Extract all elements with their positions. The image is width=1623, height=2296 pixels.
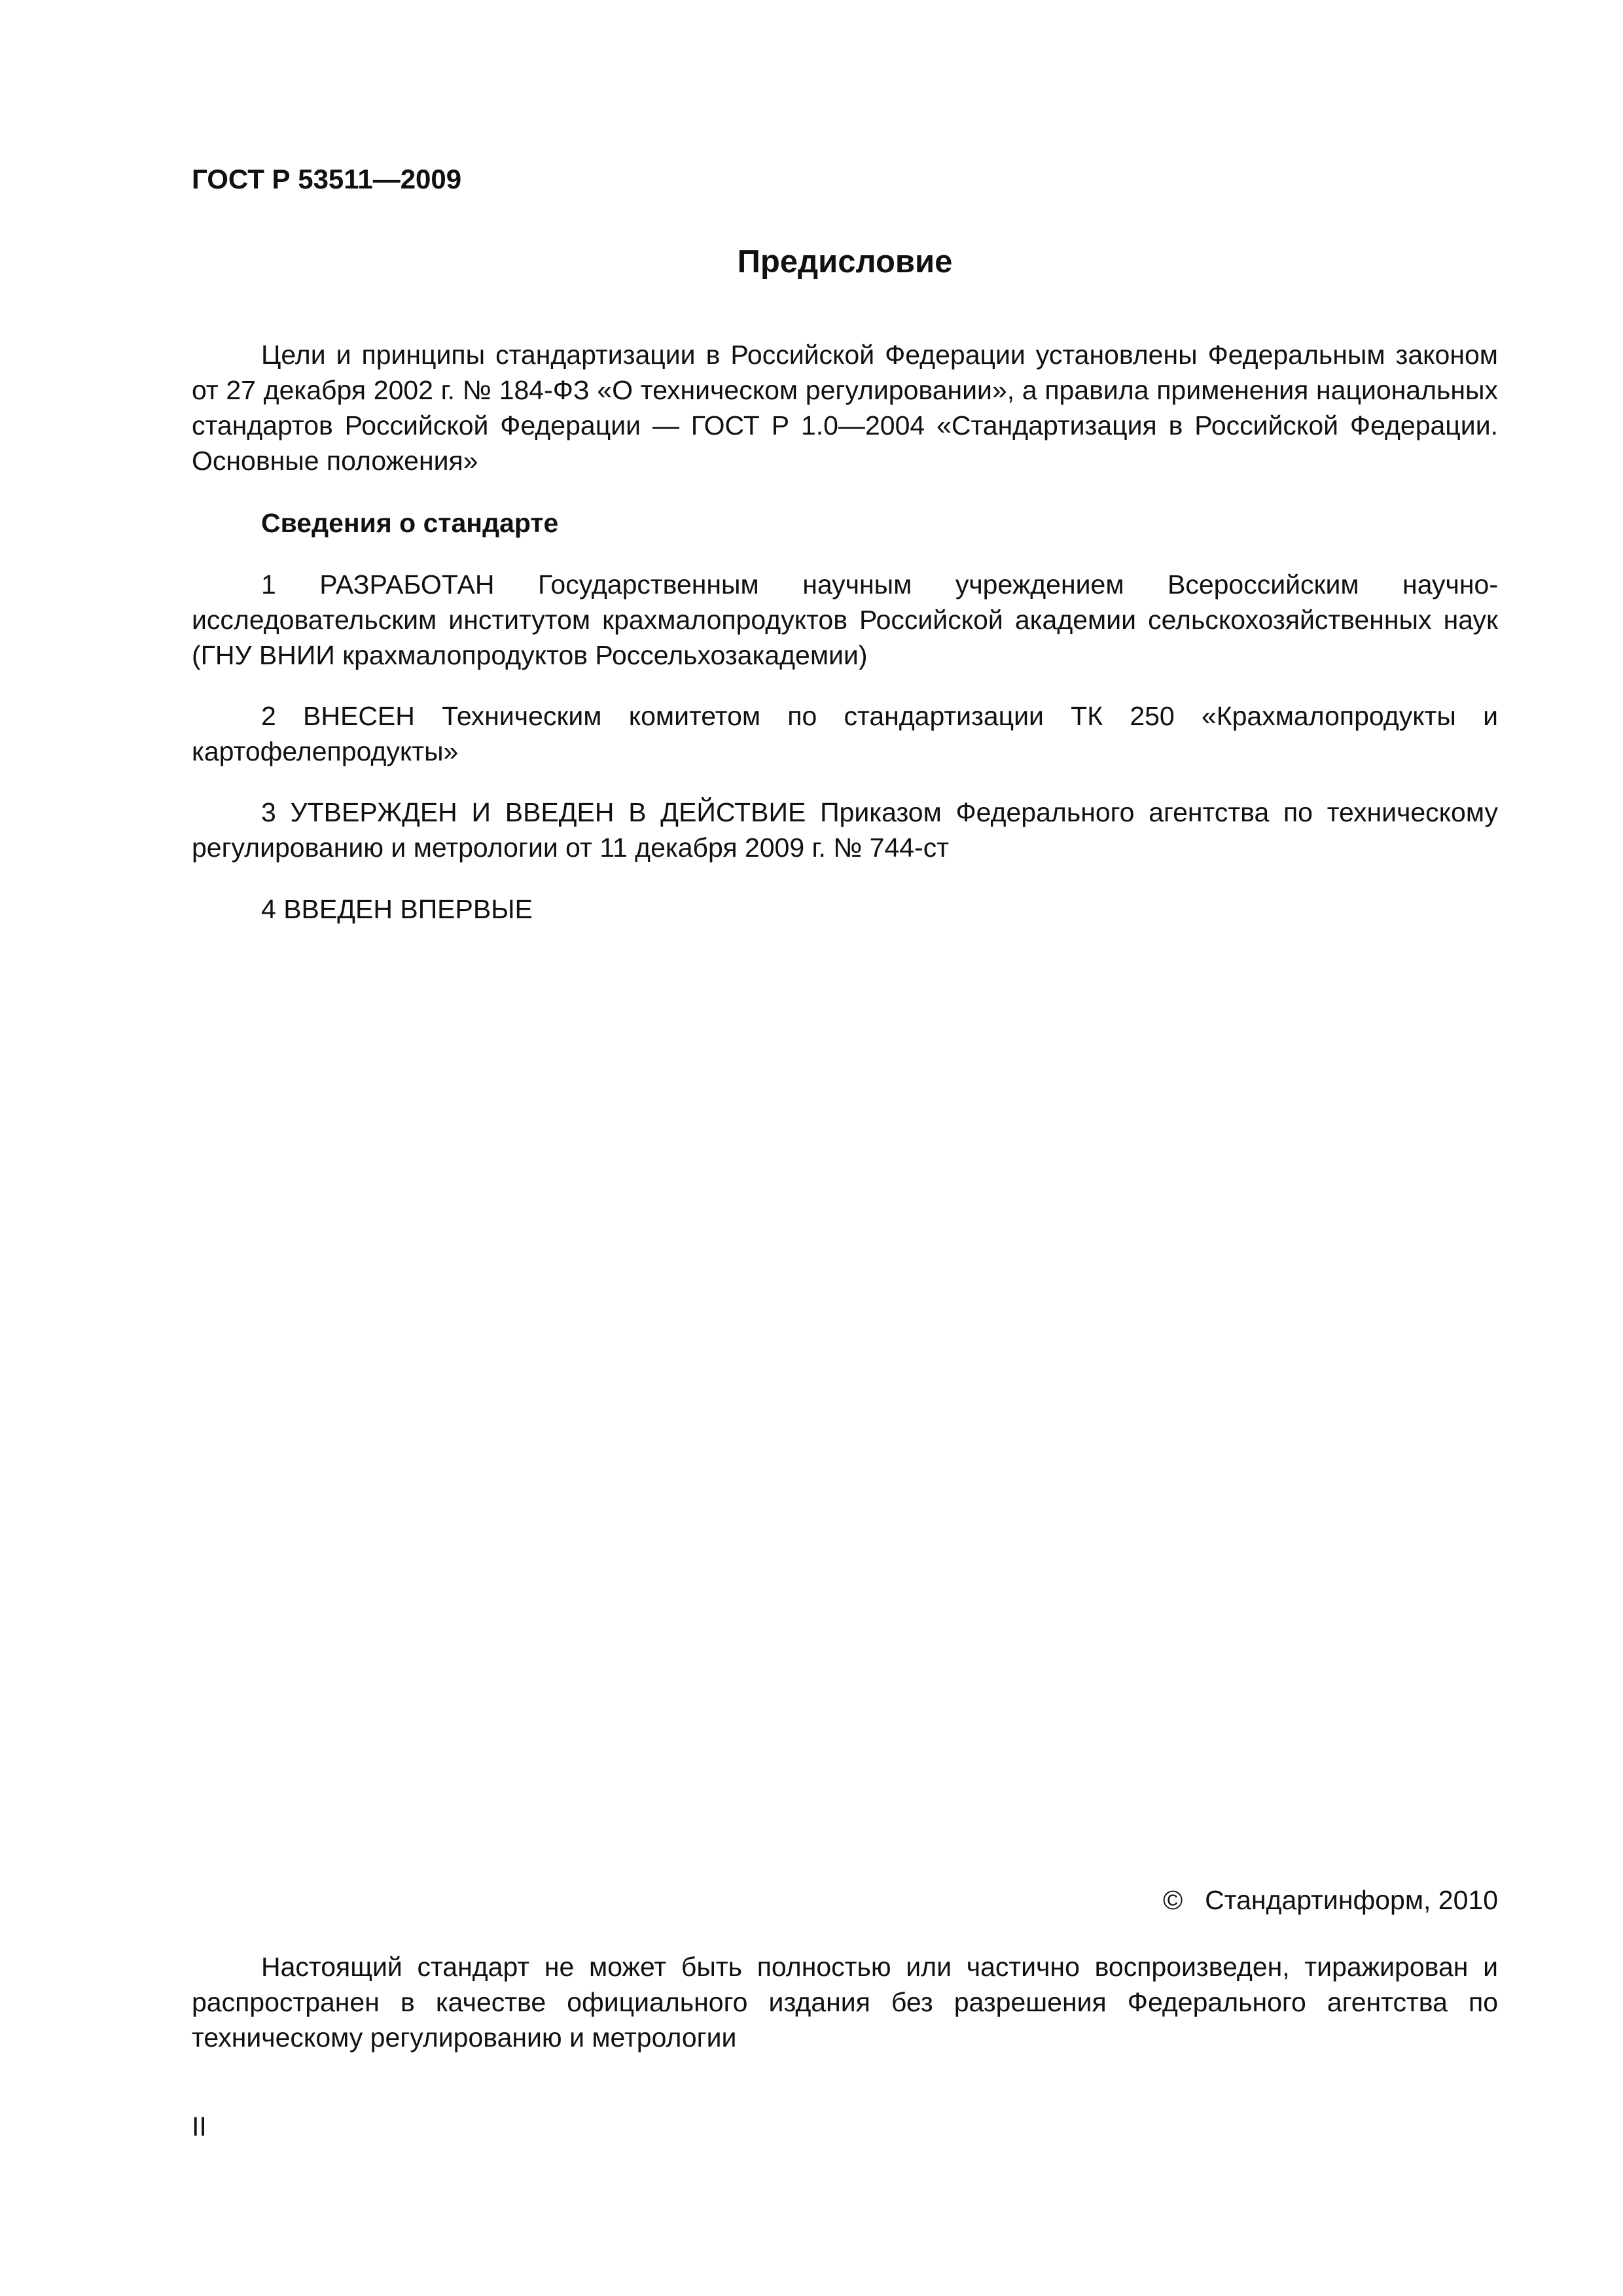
copyright-text: Стандартинформ, 2010 [1205, 1885, 1498, 1915]
standard-info-heading: Сведения о стандарте [261, 508, 559, 538]
copyright-line [1163, 1882, 1498, 1918]
copyright-icon: © [1162, 1885, 1183, 1915]
info-item-3: 3 УТВЕРЖДЕН И ВВЕДЕН В ДЕЙСТВИЕ Приказом Федерального агентства по техническому регулированию и метрологии от 11 декабря 2009 г. № 744-ст [192, 797, 1498, 863]
document-code: ГОСТ Р 53511—2009 [192, 164, 462, 194]
info-item-1: 1 РАЗРАБОТАН Государственным научным учреждением Всероссийским научно-исследовательским институтом крахмалопродуктов Российской академии сельскохозяйственных наук (ГНУ ВНИИ крахмалопродуктов Россельхозакадемии) [192, 569, 1498, 670]
page-number: II [192, 2111, 207, 2142]
reproduction-notice: Настоящий стандарт не может быть полностью или частично воспроизведен, тиражирован и распространен в качестве официального издания без разрешения Федерального агентства по техническому регулированию и метрологии [192, 1952, 1498, 2053]
info-item-4: 4 ВВЕДЕН ВПЕРВЫЕ [261, 894, 533, 924]
section-title: Предисловие [737, 244, 953, 279]
intro-paragraph: Цели и принципы стандартизации в Российской Федерации установлены Федеральным законом от 27 декабря 2002 г. № 184-ФЗ «О техническом регулировании», а правила применения национальных стандартов Российской Федерации — ГОСТ Р 1.0—2004 «Стандартизация в Российской Федерации. Основные положения» [192, 340, 1498, 476]
info-item-2: 2 ВНЕСЕН Техническим комитетом по стандартизации ТК 250 «Крахмалопродукты и картофелепродукты» [192, 701, 1498, 766]
